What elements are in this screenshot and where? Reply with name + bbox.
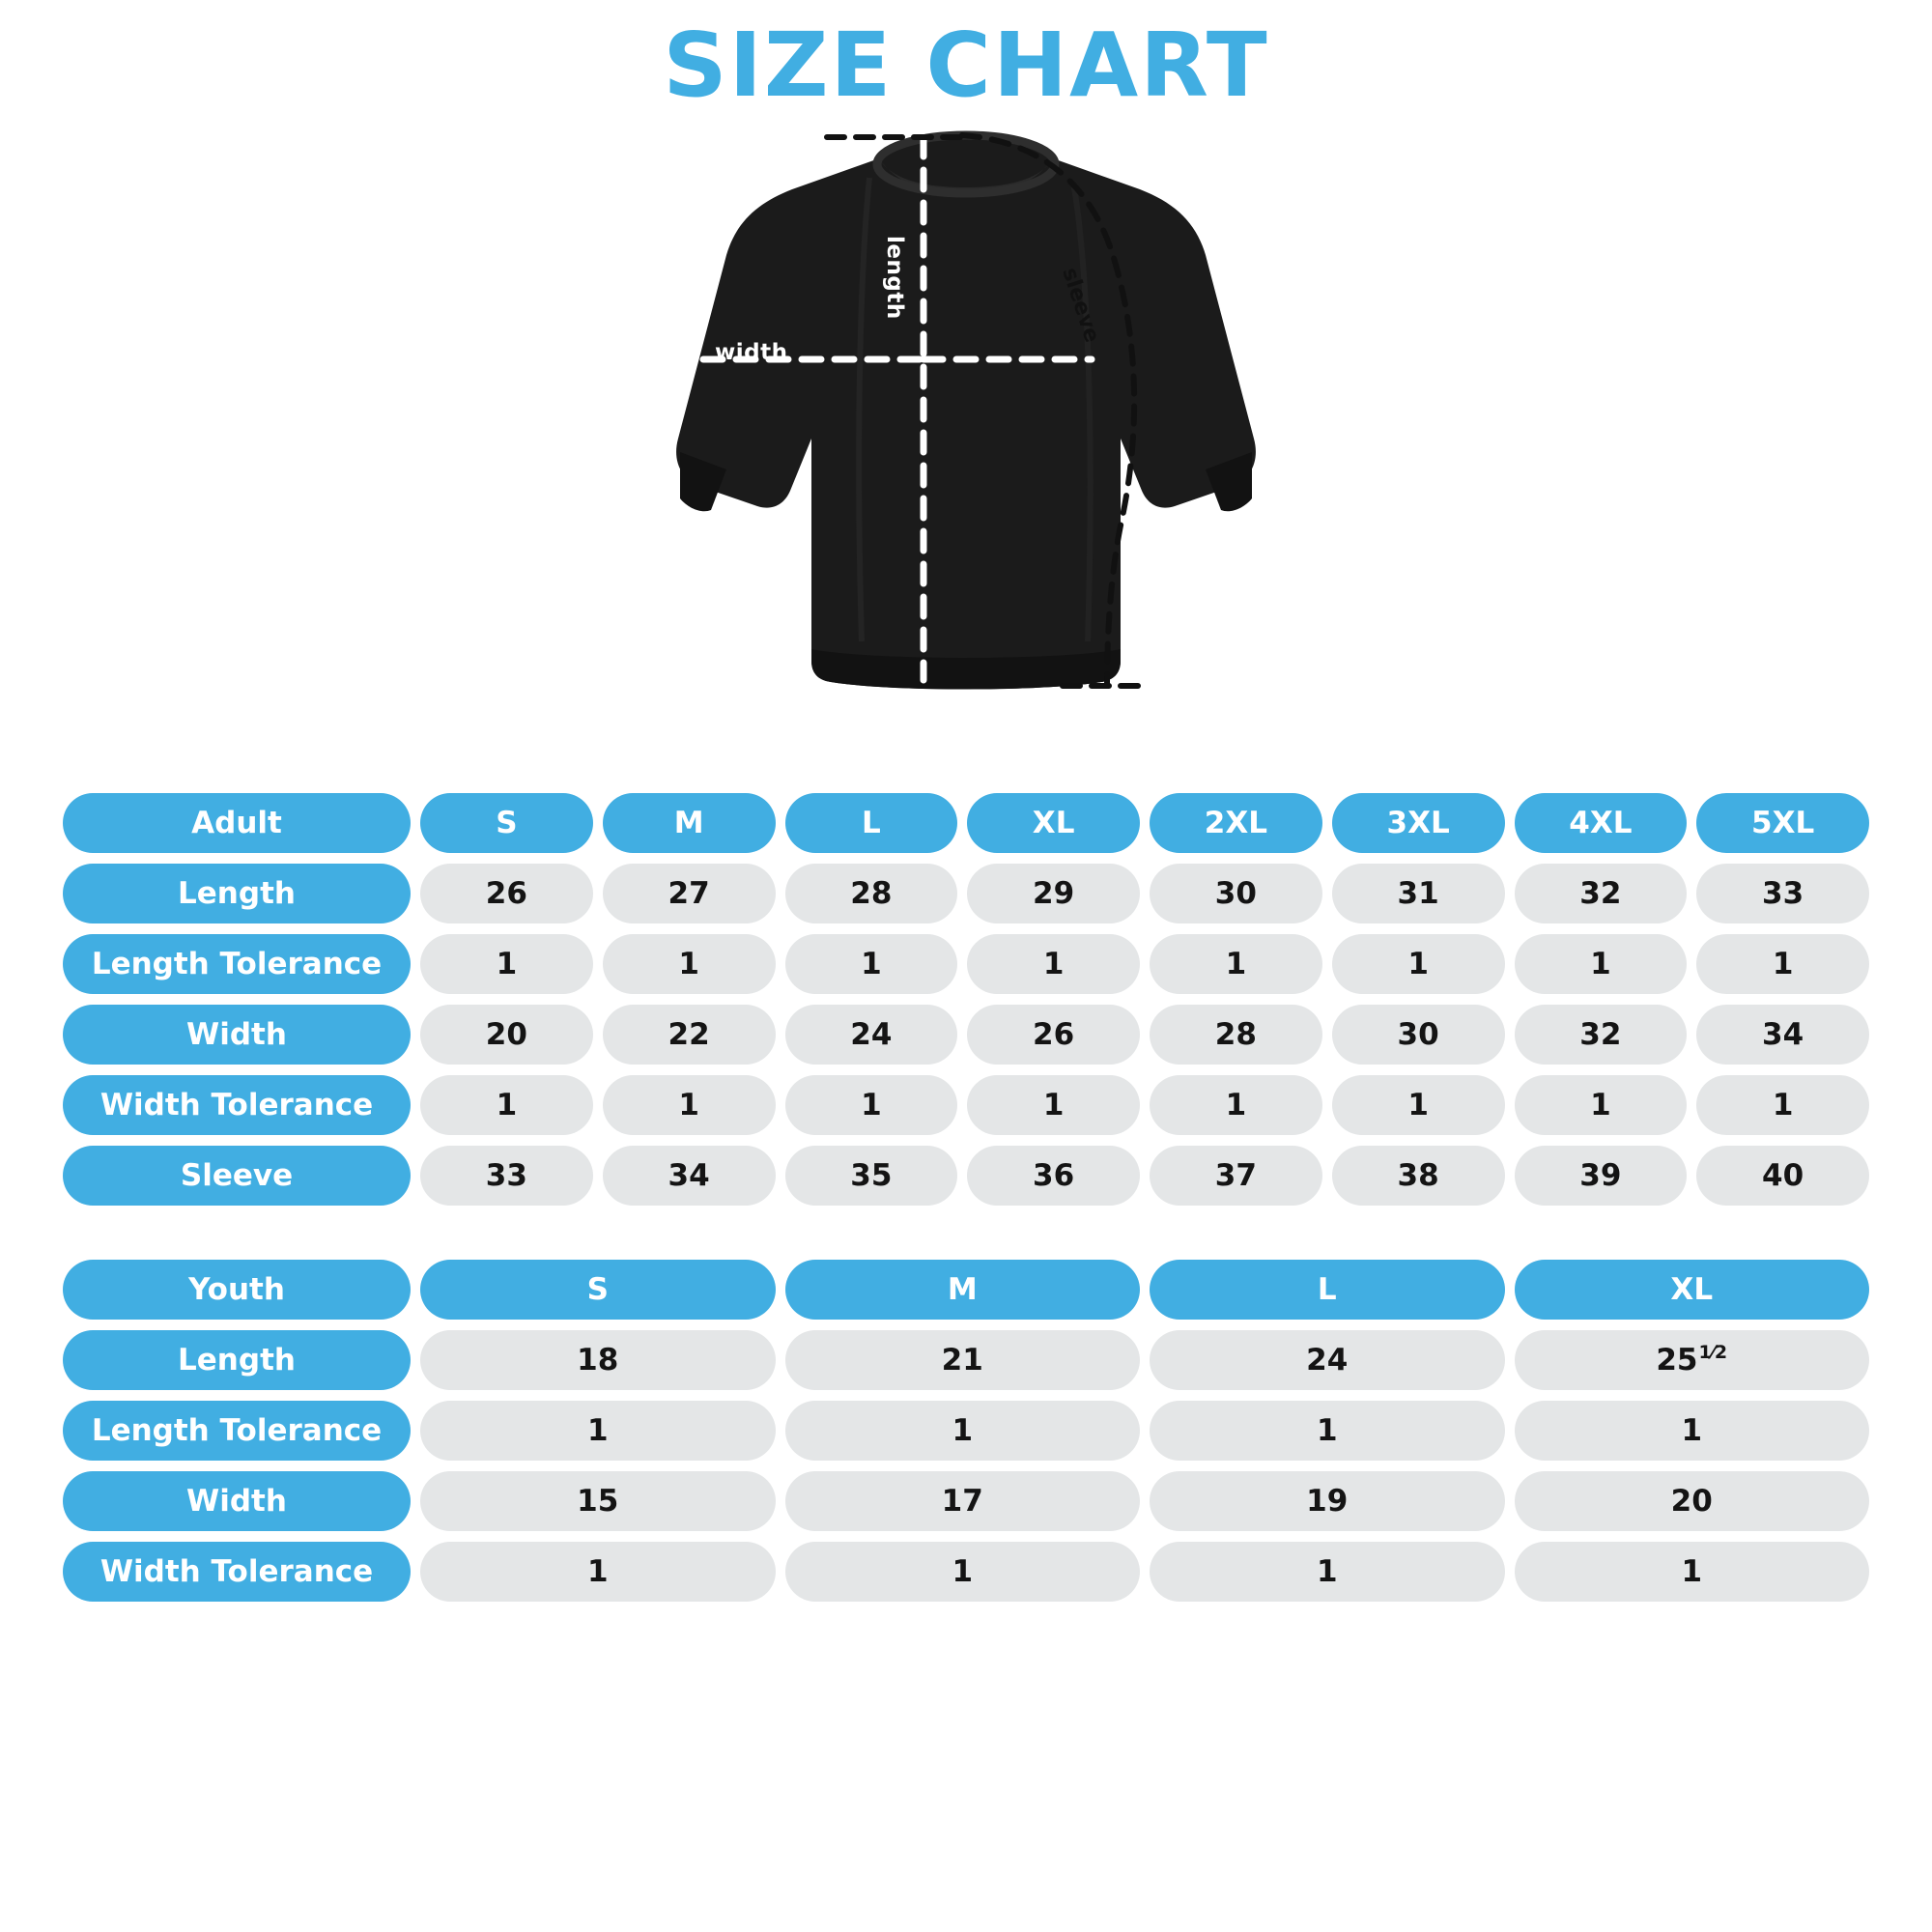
youth-col-s: S (420, 1260, 776, 1320)
garment-illustration (53, 120, 1879, 777)
youth-length-s: 18 (420, 1330, 776, 1390)
youth-row-label-length: Length (63, 1330, 411, 1390)
adult-length-tol-m: 1 (603, 934, 776, 994)
sweatshirt-icon (638, 120, 1294, 757)
adult-sleeve-s: 33 (420, 1146, 593, 1206)
youth-col-m: M (785, 1260, 1141, 1320)
adult-size-table (53, 782, 1879, 1216)
youth-row-label-width-tolerance: Width Tolerance (63, 1542, 411, 1602)
adult-width-l: 24 (785, 1005, 958, 1065)
youth-width-l: 19 (1150, 1471, 1505, 1531)
adult-row-label-width: Width (63, 1005, 411, 1065)
adult-row-label-width-tolerance: Width Tolerance (63, 1075, 411, 1135)
table-row (63, 864, 1869, 923)
adult-width-tol-2xl: 1 (1150, 1075, 1322, 1135)
adult-width-2xl: 28 (1150, 1005, 1322, 1065)
adult-sleeve-5xl: 40 (1696, 1146, 1869, 1206)
adult-sleeve-l: 35 (785, 1146, 958, 1206)
adult-row-label-length: Length (63, 864, 411, 923)
youth-width-tol-l: 1 (1150, 1542, 1505, 1602)
table-row (63, 1005, 1869, 1065)
adult-col-m: M (603, 793, 776, 853)
adult-width-s: 20 (420, 1005, 593, 1065)
table-row (63, 1471, 1869, 1531)
adult-width-tol-4xl: 1 (1515, 1075, 1688, 1135)
youth-length-m: 21 (785, 1330, 1141, 1390)
table-header-row (63, 1260, 1869, 1320)
adult-width-5xl: 34 (1696, 1005, 1869, 1065)
table-row (63, 934, 1869, 994)
adult-length-tol-xl: 1 (967, 934, 1140, 994)
youth-length-tol-s: 1 (420, 1401, 776, 1461)
youth-width-s: 15 (420, 1471, 776, 1531)
adult-col-xl: XL (967, 793, 1140, 853)
adult-length-s: 26 (420, 864, 593, 923)
youth-corner-label: Youth (63, 1260, 411, 1320)
youth-width-tol-xl: 1 (1515, 1542, 1870, 1602)
youth-row-label-length-tolerance: Length Tolerance (63, 1401, 411, 1461)
adult-sleeve-4xl: 39 (1515, 1146, 1688, 1206)
youth-width-m: 17 (785, 1471, 1141, 1531)
youth-col-xl: XL (1515, 1260, 1870, 1320)
youth-length-l: 24 (1150, 1330, 1505, 1390)
adult-width-tol-5xl: 1 (1696, 1075, 1869, 1135)
adult-col-2xl: 2XL (1150, 793, 1322, 853)
youth-length-tol-m: 1 (785, 1401, 1141, 1461)
youth-row-label-width: Width (63, 1471, 411, 1531)
adult-width-3xl: 30 (1332, 1005, 1505, 1065)
sleeve-measure-label: sleeve (1057, 265, 1104, 346)
adult-length-3xl: 31 (1332, 864, 1505, 923)
width-measure-label: width (715, 340, 788, 365)
adult-width-tol-m: 1 (603, 1075, 776, 1135)
adult-length-tol-4xl: 1 (1515, 934, 1688, 994)
table-row (63, 1146, 1869, 1206)
youth-length-xl: 25 1⁄2 (1515, 1330, 1870, 1390)
adult-length-tol-s: 1 (420, 934, 593, 994)
table-row (63, 1542, 1869, 1602)
adult-width-xl: 26 (967, 1005, 1140, 1065)
youth-size-table (53, 1249, 1879, 1612)
adult-col-4xl: 4XL (1515, 793, 1688, 853)
youth-length-tol-xl: 1 (1515, 1401, 1870, 1461)
adult-width-tol-3xl: 1 (1332, 1075, 1505, 1135)
adult-col-5xl: 5XL (1696, 793, 1869, 853)
adult-length-tol-3xl: 1 (1332, 934, 1505, 994)
adult-col-l: L (785, 793, 958, 853)
adult-length-xl: 29 (967, 864, 1140, 923)
youth-length-tol-l: 1 (1150, 1401, 1505, 1461)
length-measure-label: length (882, 236, 907, 320)
adult-sleeve-3xl: 38 (1332, 1146, 1505, 1206)
table-row (63, 1075, 1869, 1135)
page-title: SIZE CHART (663, 14, 1269, 117)
youth-width-tol-m: 1 (785, 1542, 1141, 1602)
adult-sleeve-xl: 36 (967, 1146, 1140, 1206)
youth-width-tol-s: 1 (420, 1542, 776, 1602)
adult-col-s: S (420, 793, 593, 853)
table-header-row (63, 793, 1869, 853)
adult-col-3xl: 3XL (1332, 793, 1505, 853)
youth-col-l: L (1150, 1260, 1505, 1320)
adult-sleeve-2xl: 37 (1150, 1146, 1322, 1206)
adult-sleeve-m: 34 (603, 1146, 776, 1206)
adult-width-tol-l: 1 (785, 1075, 958, 1135)
adult-width-4xl: 32 (1515, 1005, 1688, 1065)
youth-width-xl: 20 (1515, 1471, 1870, 1531)
adult-length-m: 27 (603, 864, 776, 923)
adult-length-4xl: 32 (1515, 864, 1688, 923)
adult-length-l: 28 (785, 864, 958, 923)
adult-width-tol-s: 1 (420, 1075, 593, 1135)
adult-length-2xl: 30 (1150, 864, 1322, 923)
adult-width-m: 22 (603, 1005, 776, 1065)
adult-length-tol-5xl: 1 (1696, 934, 1869, 994)
adult-length-tol-2xl: 1 (1150, 934, 1322, 994)
adult-length-5xl: 33 (1696, 864, 1869, 923)
adult-corner-label: Adult (63, 793, 411, 853)
adult-row-label-length-tolerance: Length Tolerance (63, 934, 411, 994)
table-row (63, 1330, 1869, 1390)
adult-width-tol-xl: 1 (967, 1075, 1140, 1135)
table-row (63, 1401, 1869, 1461)
adult-row-label-sleeve: Sleeve (63, 1146, 411, 1206)
adult-length-tol-l: 1 (785, 934, 958, 994)
